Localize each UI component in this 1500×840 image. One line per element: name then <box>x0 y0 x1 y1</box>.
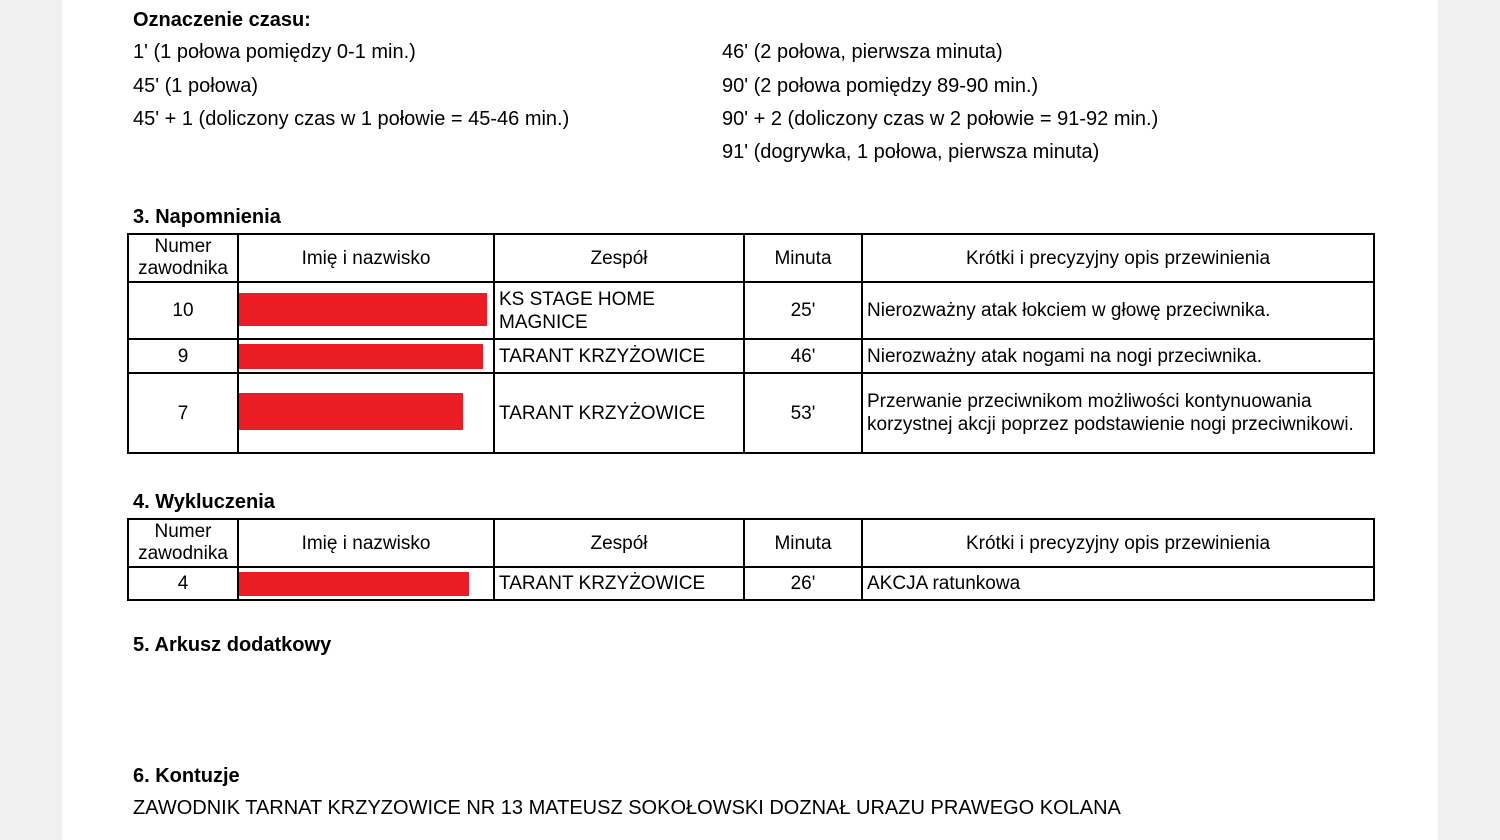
minute: 25' <box>744 282 862 339</box>
table-row <box>128 567 1374 600</box>
team-name: KS STAGE HOME MAGNICE <box>494 282 744 339</box>
column-header: Numer zawodnika <box>128 519 238 567</box>
player-number: 10 <box>128 282 238 339</box>
foul-description: Nierozważny atak łokciem w głowę przeciwnika. <box>862 282 1374 339</box>
injuries-heading: 6. Kontuzje <box>133 765 240 787</box>
time-notation-item: 45' + 1 (doliczony czas w 1 połowie = 45-46 min.) <box>133 108 570 130</box>
table-row <box>128 339 1374 373</box>
time-notation-heading: Oznaczenie czasu: <box>133 9 311 31</box>
injuries-text: ZAWODNIK TARNAT KRZYZOWICE NR 13 MATEUSZ SOKOŁOWSKI DOZNAŁ URAZU PRAWEGO KOLANA <box>133 797 1121 819</box>
foul-description: AKCJA ratunkowa <box>862 567 1374 600</box>
team-name: TARANT KRZYŻOWICE <box>494 339 744 373</box>
warnings-heading: 3. Napomnienia <box>133 206 281 228</box>
column-header: Zespół <box>494 519 744 567</box>
player-name-redacted <box>238 373 494 453</box>
table-row <box>128 282 1374 339</box>
minute: 46' <box>744 339 862 373</box>
minute: 53' <box>744 373 862 453</box>
player-number: 4 <box>128 567 238 600</box>
column-header: Minuta <box>744 519 862 567</box>
exclusions-heading: 4. Wykluczenia <box>133 491 275 513</box>
team-name: TARANT KRZYŻOWICE <box>494 373 744 453</box>
column-header: Minuta <box>744 234 862 282</box>
warnings-table <box>127 233 1375 454</box>
table-header-row <box>128 519 1374 567</box>
time-notation-item: 91' (dogrywka, 1 połowa, pierwsza minuta) <box>722 141 1100 163</box>
team-name: TARANT KRZYŻOWICE <box>494 567 744 600</box>
column-header: Numer zawodnika <box>128 234 238 282</box>
player-name-redacted <box>238 339 494 373</box>
column-header: Imię i nazwisko <box>238 519 494 567</box>
player-name-redacted <box>238 567 494 600</box>
time-notation-item: 90' + 2 (doliczony czas w 2 połowie = 91-92 min.) <box>722 108 1159 130</box>
foul-description: Przerwanie przeciwnikom możliwości kontynuowania korzystnej akcji poprzez podstawienie nogi przeciwnikowi. <box>862 373 1374 453</box>
player-name-redacted <box>238 282 494 339</box>
time-notation-item: 46' (2 połowa, pierwsza minuta) <box>722 41 1003 63</box>
player-number: 7 <box>128 373 238 453</box>
foul-description: Nierozważny atak nogami na nogi przeciwnika. <box>862 339 1374 373</box>
time-notation-item: 90' (2 połowa pomiędzy 89-90 min.) <box>722 75 1039 97</box>
table-header-row <box>128 234 1374 282</box>
additional-sheet-heading: 5. Arkusz dodatkowy <box>133 634 332 656</box>
column-header: Krótki i precyzyjny opis przewinienia <box>862 519 1374 567</box>
player-number: 9 <box>128 339 238 373</box>
column-header: Zespół <box>494 234 744 282</box>
column-header: Imię i nazwisko <box>238 234 494 282</box>
table-row <box>128 373 1374 453</box>
time-notation-item: 45' (1 połowa) <box>133 75 258 97</box>
minute: 26' <box>744 567 862 600</box>
exclusions-table <box>127 518 1375 601</box>
column-header: Krótki i precyzyjny opis przewinienia <box>862 234 1374 282</box>
time-notation-item: 1' (1 połowa pomiędzy 0-1 min.) <box>133 41 416 63</box>
